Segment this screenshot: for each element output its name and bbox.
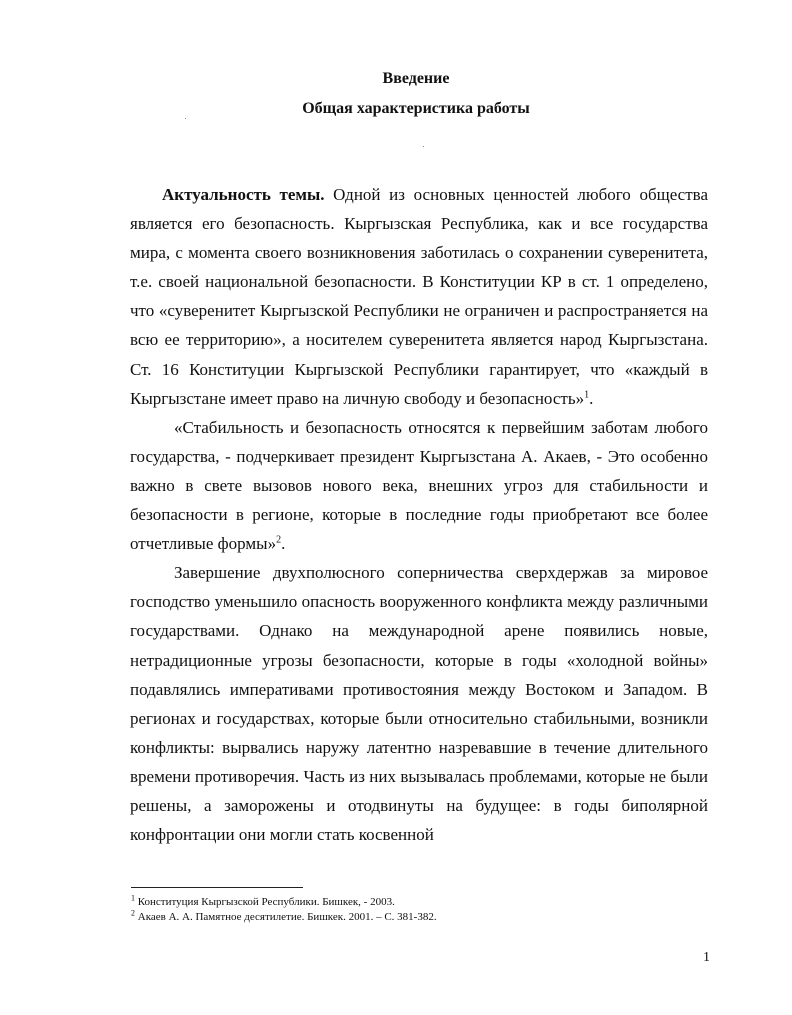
page-title: Введение [382, 70, 450, 87]
scan-speck [185, 118, 186, 119]
paragraph-lead: Актуальность темы. [162, 185, 325, 204]
page-number: 1 [703, 950, 710, 965]
paragraph-text: Завершение двухполюсного соперничества сверхдержав за мировое господство уменьшило опасность вооруженного конфликта между различными государствами. Однако на международной арене появились новые, нетрадиционные угрозы безопасности, которые в годы «холодной войны» подавлялись императивами противостояния между Востоком и Западом. В регионах и государствах, которые были относительно стабильными, возникли конфликты: вырвались наружу латентно назревавшие в течение длительного времени противоречия. Часть из них вызывалась проблемами, которые не были решены, а заморожены и отодвинуты на будущее: в годы биполярной конфронтации они могли стать косвенной [130, 563, 708, 845]
footnote-number: 1 [131, 893, 135, 903]
body-text [130, 180, 708, 849]
footnote-text: Акаев А. А. Памятное десятилетие. Бишкек. 2001. – С. 381-382. [137, 911, 437, 923]
scan-speck [423, 146, 424, 147]
paragraph-2 [130, 413, 708, 558]
footnotes [131, 895, 437, 925]
paragraph-1 [130, 180, 708, 413]
footnote-divider [131, 887, 303, 888]
footnote-ref: 1 [584, 389, 590, 400]
page-subtitle: Общая характеристика работы [302, 100, 530, 117]
paragraph-text: «Стабильность и безопасность относятся к первейшим заботам любого государства, - подчеркивает президент Кыргызстана А. Акаев, - Это особенно важно в свете вызовов нового века, внешних угроз для стабильности и безопасности в регионе, которые в последние годы приобретают все более отчетливые формы» [130, 417, 708, 554]
paragraph-tail: . [589, 388, 594, 408]
footnote-ref: 2 [276, 534, 282, 546]
paragraph-text: Одной из основных ценностей любого общества является его безопасность. Кыргызская Республика, как и все государства мира, с момента своего возникновения заботилась о сохранении суверенитета, т.е. своей национальной безопасности. В Конституции КР в ст. 1 определено, что «суверенитет Кыргызской Республики не ограничен и распространяется на всю ее территорию», а носителем суверенитета является народ Кыргызстана. Ст. 16 Конституции Кыргызской Республики гарантирует, что «каждый в Кыргызстане имеет право на личную свободу и безопасность» [130, 185, 708, 408]
footnote-text: Конституция Кыргызской Республики. Бишкек, - 2003. [137, 896, 395, 908]
paragraph-3 [130, 558, 708, 849]
footnote [131, 895, 437, 910]
footnote [131, 910, 437, 925]
paragraph-tail: . [281, 534, 286, 554]
footnote-number: 2 [131, 908, 135, 918]
